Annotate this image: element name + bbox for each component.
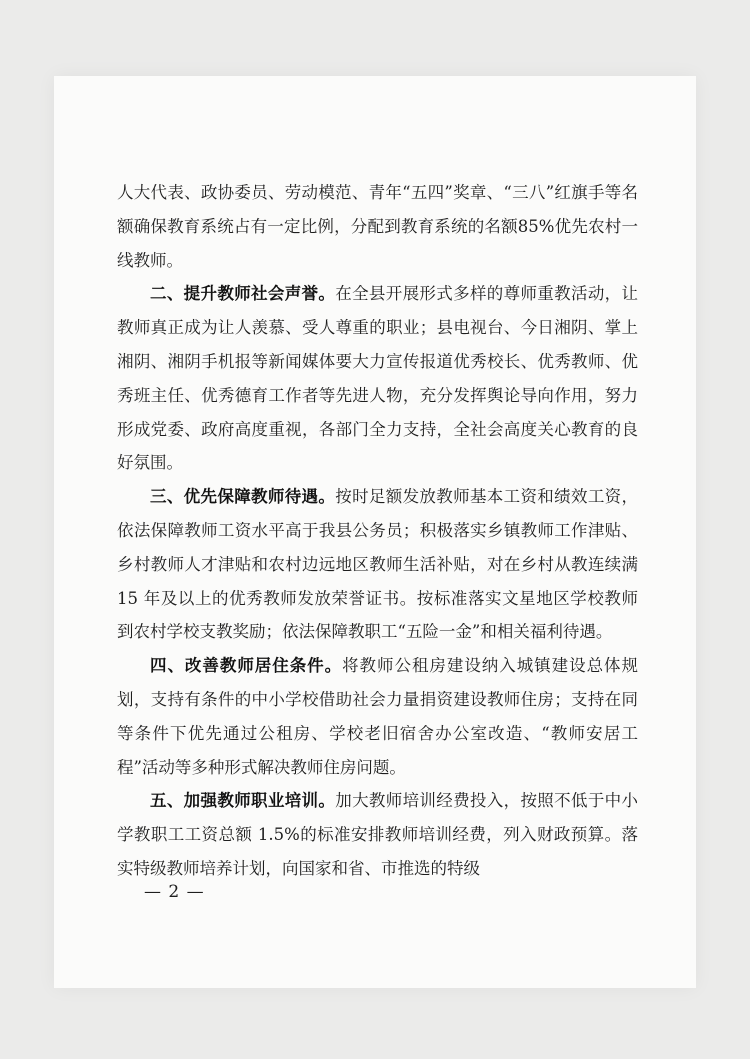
paragraph-text: 人大代表、政协委员、劳动模范、青年“五四”奖章、“三八”红旗手等名额确保教育系统占有一定比例，分配到教育系统的名额85%优先农村一线教师。 xyxy=(117,183,638,270)
document-body xyxy=(117,176,638,886)
paragraph-4 xyxy=(117,649,638,784)
paragraph-heading: 四、改善教师居住条件。 xyxy=(150,656,343,676)
paragraph-heading: 五、加强教师职业培训。 xyxy=(150,791,336,811)
paragraph-5 xyxy=(117,784,638,885)
paragraph-text: 在全县开展形式多样的尊师重教活动，让教师真正成为让人羡慕、受人尊重的职业；县电视台、今日湘阴、掌上湘阴、湘阴手机报等新闻媒体要大力宣传报道优秀校长、优秀教师、优秀班主任、优秀德育工作者等先进人物，充分发挥舆论导向作用，努力形成党委、政府高度重视，各部门全力支持，全社会高度关心教育的良好氛围。 xyxy=(117,284,639,473)
paragraph-text: 加大教师培训经费投入，按照不低于中小学教职工工资总额 1.5%的标准安排教师培训经费，列入财政预算。落实特级教师培养计划，向国家和省、市推选的特级 xyxy=(117,791,639,878)
paragraph-2 xyxy=(117,277,638,480)
paragraph-3 xyxy=(117,480,638,649)
page-number: — 2 — xyxy=(144,882,205,902)
paragraph-heading: 二、提升教师社会声誉。 xyxy=(150,284,336,304)
paragraph-text: 按时足额发放教师基本工资和绩效工资，依法保障教师工资水平高于我县公务员；积极落实乡镇教师工作津贴、乡村教师人才津贴和农村边远地区教师生活补贴，对在乡村从教连续满 15 年及以上的优秀教师发放荣誉证书。按标准落实文星地区学校教师到农村学校支教奖励；依法保障教职工“五险一金”和相关福利待遇。 xyxy=(117,487,639,642)
paragraph-1 xyxy=(117,176,638,277)
paragraph-heading: 三、优先保障教师待遇。 xyxy=(150,487,336,507)
paragraph-text: 将教师公租房建设纳入城镇建设总体规划，支持有条件的中小学校借助社会力量捐资建设教师住房；支持在同等条件下优先通过公租房、学校老旧宿舍办公室改造、“教师安居工程”活动等多种形式解决教师住房问题。 xyxy=(117,656,639,777)
